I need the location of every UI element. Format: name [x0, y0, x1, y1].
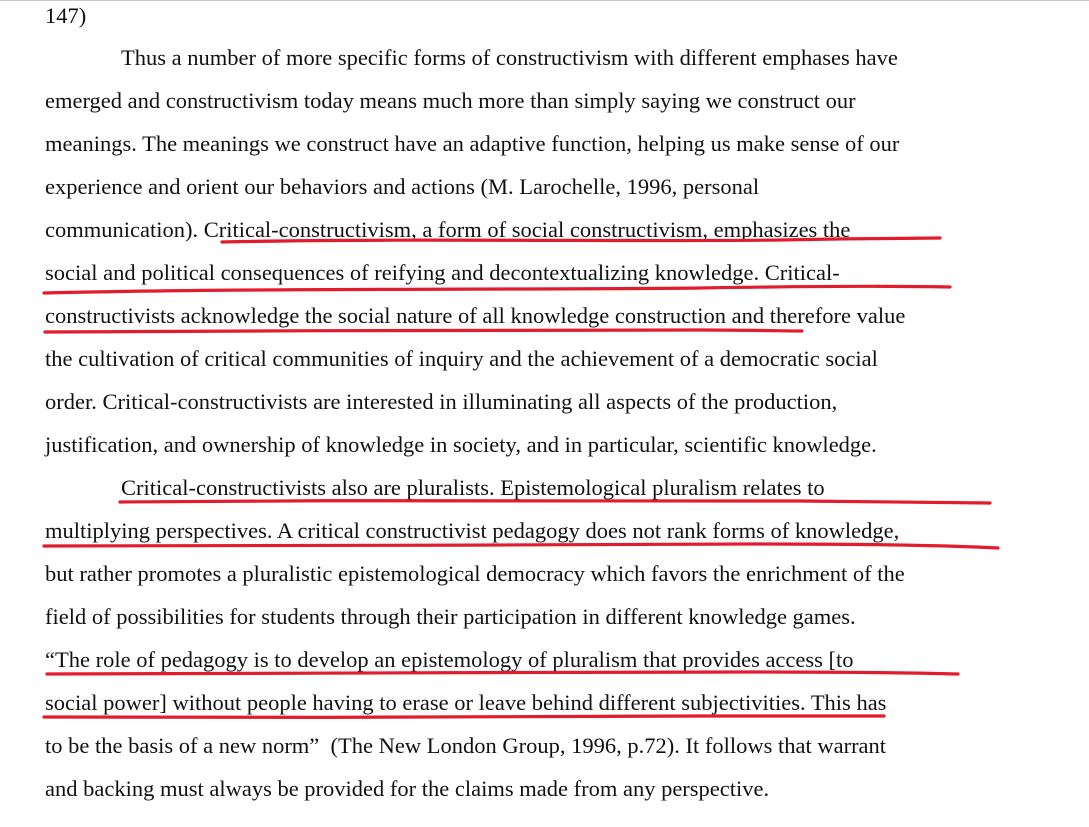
text-line-16: “The role of pedagogy is to develop an epistemology of pluralism that provides access [to [45, 647, 854, 672]
text-line-7: social and political consequences of reifying and decontextualizing knowledge. Critical- [45, 260, 840, 285]
text-line-9: the cultivation of critical communities of inquiry and the achievement of a democratic social [45, 346, 878, 371]
text-line-19: and backing must always be provided for the claims made from any perspective. [45, 776, 770, 801]
text-line-15: field of possibilities for students through their participation in different knowledge games. [45, 604, 856, 629]
text-line-18: to be the basis of a new norm” (The New London Group, 1996, p.72). It follows that warrant [45, 733, 887, 758]
text-line-3: emerged and constructivism today means much more than simply saying we construct our [45, 88, 856, 113]
text-line-11: justification, and ownership of knowledge in society, and in particular, scientific knowledge. [45, 432, 877, 457]
text-line-5: experience and orient our behaviors and actions (M. Larochelle, 1996, personal [45, 174, 760, 199]
text-line-2: Thus a number of more specific forms of constructivism with different emphases have [121, 45, 898, 70]
text-line-13: multiplying perspectives. A critical constructivist pedagogy does not rank forms of knowledge, [45, 518, 900, 543]
text-line-12: Critical-constructivists also are pluralists. Epistemological pluralism relates to [121, 475, 825, 500]
text-line-10: order. Critical-constructivists are interested in illuminating all aspects of the production, [45, 389, 838, 414]
text-line-4: meanings. The meanings we construct have an adaptive function, helping us make sense of our [45, 131, 900, 156]
underline-mark-3 [45, 330, 802, 332]
underline-mark-2 [44, 286, 950, 293]
text-line-8: constructivists acknowledge the social nature of all knowledge construction and therefore value [45, 303, 906, 328]
text-line-1: 147) [45, 3, 87, 28]
text-line-17: social power] without people having to erase or leave behind different subjectivities. This has [45, 690, 887, 715]
text-line-14: but rather promotes a pluralistic epistemological democracy which favors the enrichment of the [45, 561, 905, 586]
text-line-6: communication). Critical-constructivism, a form of social constructivism, emphasizes the [45, 217, 851, 242]
page-top-border [0, 0, 1089, 1]
